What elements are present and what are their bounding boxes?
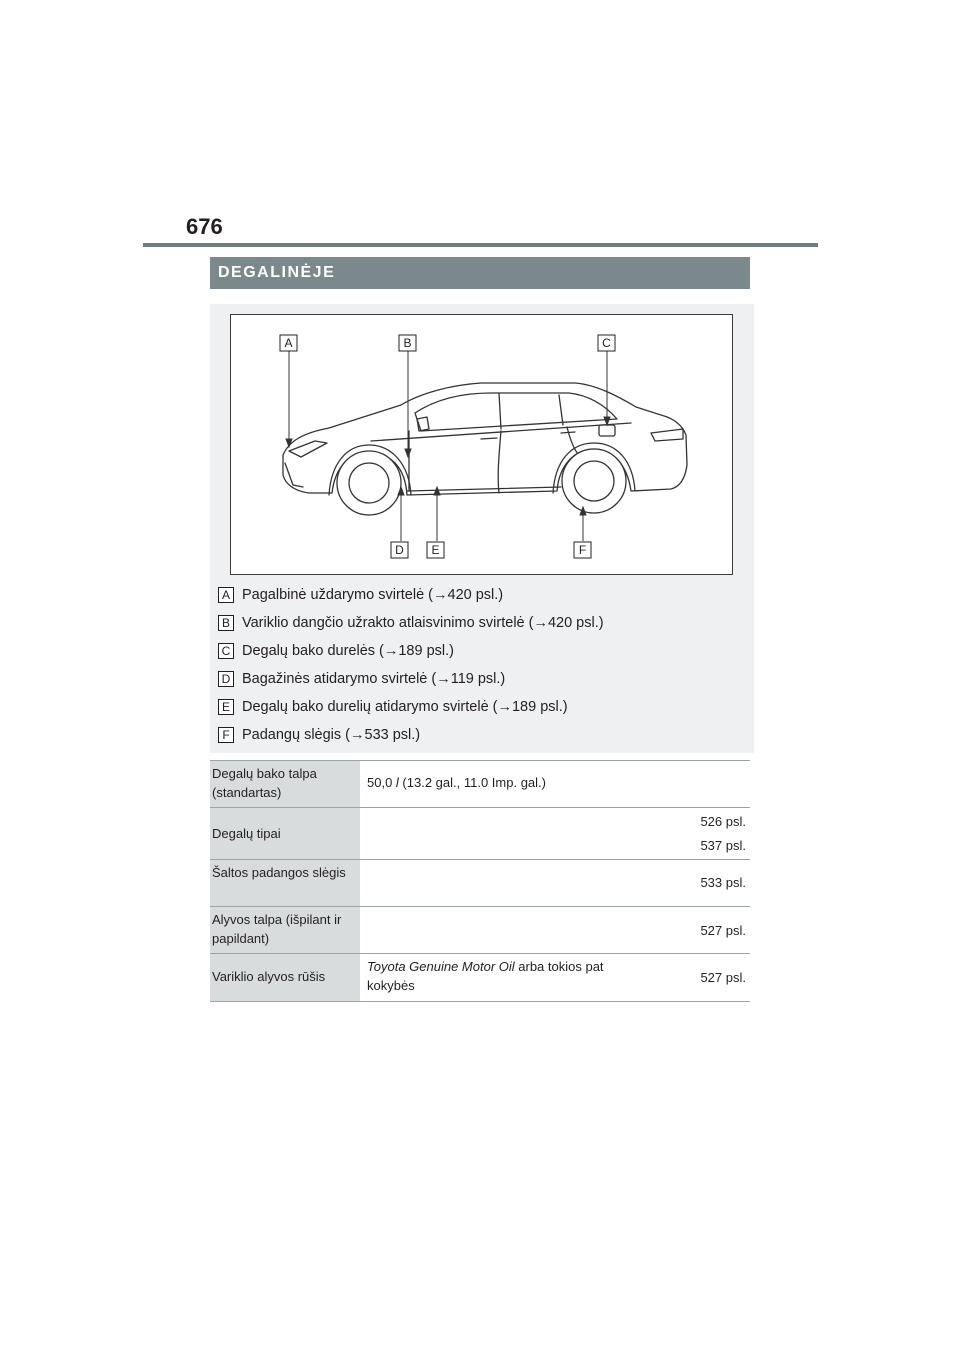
spec-value-extra: (13.2 gal., 11.0 Imp. gal.) [398,775,546,790]
spec-value [360,907,750,953]
side-sill [407,487,561,491]
legend-item [218,693,738,721]
page-number: 676 [186,214,223,239]
specs-table [210,760,750,1002]
oil-brand: Toyota Genuine Motor Oil [367,959,515,974]
legend-text: Bagažinės atidarymo svirtelė (→119 psl.) [242,671,506,687]
car-pillar-c [559,395,563,425]
front-wheel-rim [349,463,389,503]
page-reference: 533 psl. [700,875,746,890]
front-door-handle [481,438,497,439]
rear-door-handle [561,432,575,433]
spec-label: Degalų tipai [210,808,360,859]
legend-item [218,609,738,637]
callout-b: B [403,336,412,350]
spec-label: Šaltos padangos slėgis [210,860,360,906]
page-reference: 537 psl. [700,838,746,853]
oil-brand-rest: arba tokios pat kokybės [367,959,604,993]
legend-item [218,721,738,749]
legend-text: Degalų bako durelių atidarymo svirtelė (→189 psl.) [242,699,568,715]
car-pillar-b [499,393,501,429]
callout-a: A [284,336,293,350]
figure-panel [210,304,754,753]
leader-arrow-c [604,417,610,425]
callout-e: E [431,543,440,557]
callout-f: F [578,543,587,557]
fuel-door [599,425,615,436]
rear-light [651,429,683,441]
spec-row-fuel-types [210,808,750,860]
spec-label: Alyvos talpa (išpilant ir papildant) [210,907,360,953]
spec-label: Degalų bako talpa (standartas) [210,761,360,807]
legend-item [218,665,738,693]
legend-letter: D [218,671,234,687]
page-reference: 527 psl. [700,970,746,985]
leader-arrow-e [434,487,440,495]
legend-letter: C [218,643,234,659]
legend-letter: A [218,587,234,603]
legend-letter: E [218,699,234,715]
legend-letter: F [218,727,234,743]
spec-value [360,860,750,906]
spec-value-number: 50,0 [367,775,396,790]
section-title: DEGALINĖJE [210,257,750,289]
spec-label: Variklio alyvos rūšis [210,954,360,1001]
legend-list [218,581,738,749]
spec-value [360,808,750,859]
car-rear-door-edge [567,427,579,455]
legend-item [218,637,738,665]
rear-wheel-rim [574,461,614,501]
spec-row-tire-pressure [210,860,750,907]
headlight [289,441,327,457]
spec-value-unit: l [395,775,399,790]
spec-row-oil-grade [210,954,750,1002]
header-rule [143,243,818,247]
callout-d: D [395,543,404,557]
leader-arrow-b [405,449,411,457]
legend-letter: B [218,615,234,631]
car-window-outline [415,393,617,431]
legend-text: Pagalbinė uždarymo svirtelė (→420 psl.) [242,587,504,603]
page-reference: 527 psl. [700,923,746,938]
car-rear-door [498,431,501,493]
spec-value [360,761,750,807]
car-diagram [230,314,733,575]
spec-value [360,954,750,1001]
legend-text: Padangų slėgis (→533 psl.) [242,727,421,743]
callout-c: C [602,336,611,350]
legend-text: Degalų bako durelės (→189 psl.) [242,643,454,659]
spec-row-oil-capacity [210,907,750,954]
legend-item [218,581,738,609]
page-reference: 526 psl. [700,814,746,829]
legend-text: Variklio dangčio užrakto atlaisvinimo svirtelė (→420 psl.) [242,615,604,631]
car-side-view-illustration [231,315,734,576]
spec-row-fuel-capacity [210,761,750,808]
